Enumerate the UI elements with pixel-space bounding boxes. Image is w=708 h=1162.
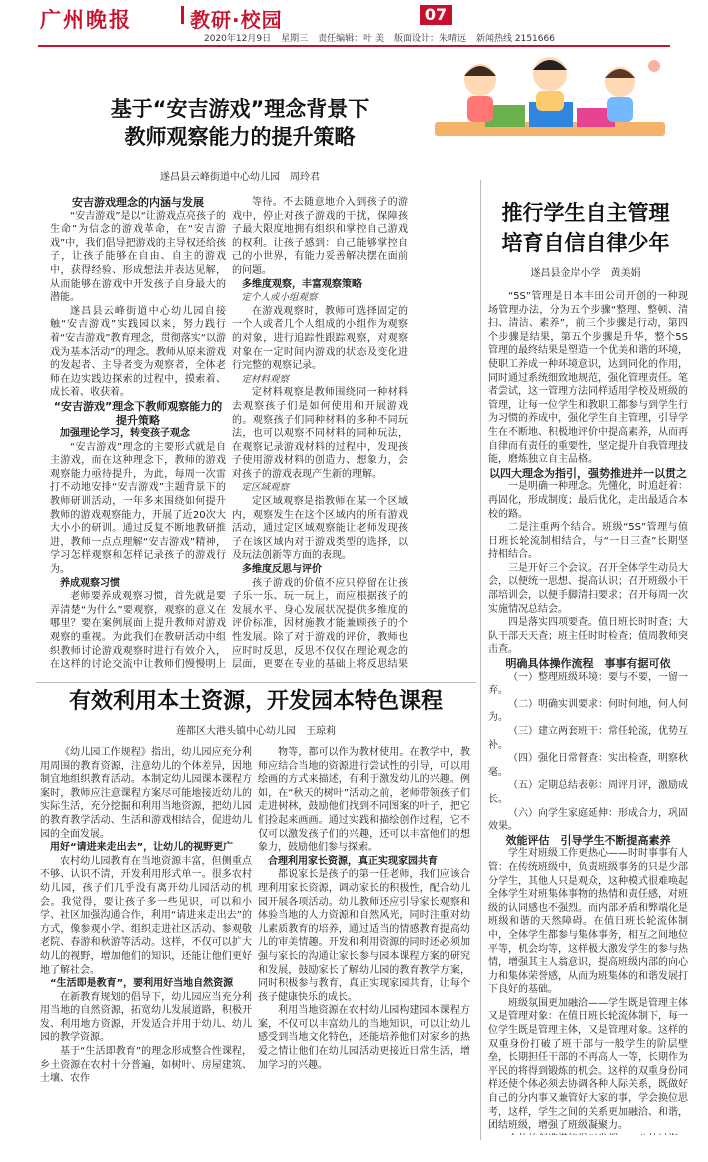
article3-column1 <box>40 746 252 1146</box>
paragraph: （五）定期总结表彰：周评月评，激励成长。 <box>488 780 688 805</box>
paragraph: 孩子游戏的价值不应只停留在让孩子乐一乐、玩一玩上，而应根据孩子的发展水平、身心发展状况提供多维度的评价标准，因材施教才能兼顾孩子的个性发展。除了对于游戏的评价，教师也应时时反思，反思不仅仅在理论观念的层面，更要在专业的基础上将反思结果 <box>232 577 408 671</box>
article-divider <box>36 682 476 683</box>
subheading: 多维度反思与评价 <box>242 564 322 576</box>
paragraph: 等待。不去随意地介入到孩子的游戏中，停止对孩子游戏的干扰，保障孩子最大限度地拥有组织和掌控自己游戏的权利。让孩子感到：自己能够掌控自己的小世界，有能力妥善解决摆在面前的问题。 <box>232 197 408 276</box>
article3-headline: 有效利用本土资源，开发园本特色课程 <box>68 689 443 714</box>
article1-headline-line2: 教师观察能力的提升策略 <box>124 125 356 149</box>
subheading: 合理利用家长资源，真正实现家园共育 <box>268 855 438 867</box>
subheading: 定个人或小组观察 <box>241 292 318 304</box>
paragraph: 基于“生活即教育”的理念形成整合性课程，乡土资源在农村十分普遍，如树叶、房屋建筑、土壤、农作 <box>40 1046 252 1085</box>
issue-weekday: 星期三 <box>281 34 309 44</box>
paragraph: 定材料观察是教师围绕同一种材料去观察孩子们是如何使用和开展游戏的。观察孩子们同种材料的多种不同玩法，也可以观察不同材料的同种玩法，在观察记录游戏材料的过程中，发现孩子使用游戏材料的创造力、想象力，会对孩子的游戏表现产生新的理解。 <box>232 387 408 480</box>
paragraph: 农村幼儿园教育在当地资源丰富，但侧重点不够、认识不清，开发利用形式单一。很多农村幼儿园，孩子们几乎没有离开幼儿园活动的机会。我觉得，要让孩子多一些见识，可以和小学、社区加强沟通合作，利用“请进来走出去”的方式，像参观小学、组织走进社区活动、参观敬老院、春游和秋游等活动。这样，不仅可以扩大幼儿的视野，增加他们的知识，还能让他们更好地了解社会。 <box>40 855 252 976</box>
issue-date: 2020年12月9日 <box>204 34 272 44</box>
article3-column2 <box>258 746 470 1146</box>
paragraph: “安吉游戏”是以“让游戏点亮孩子的生命”为信念的游戏革命，在“安吉游戏”中，我们倡导把游戏的主导权还给孩子，让孩子能够在自由、自主的游戏中，获得经验、形成想法并表达见解，从而能够在游戏中开发孩子自身最大的潜能。 <box>50 210 226 304</box>
article2-headline-line1: 推行学生自主管理 <box>501 201 670 225</box>
subheading: 定区域观察 <box>241 482 290 494</box>
paragraph: 四是落实四项要查。值日班长时时查；大队干部天天查；班主任时时检查；值周教师突击查。 <box>488 617 688 656</box>
subheading: 安吉游戏理念的内涵与发展 <box>72 196 204 209</box>
news-hotline: 新闻热线 2151666 <box>476 34 555 44</box>
masthead-rule <box>38 45 670 47</box>
subheading: 明确具体操作流程 事事有据可依 <box>505 657 671 671</box>
newspaper-name: 广州晚报 <box>40 7 132 32</box>
paragraph: 三是开好三个会议。召开全体学生动员大会，以便统一思想、提高认识；召开班级小干部培训会，以便手脚清扫要求；召开每周一次实施情况总结会。 <box>488 562 688 615</box>
paragraph: （二）明确实训要求：何时何地，何人何为。 <box>488 698 688 724</box>
subheading: 以四大理念为指引，强势推进并一以贯之 <box>489 466 687 480</box>
designer-credit: 版面设计：朱晴远 <box>393 34 466 44</box>
children-reading-illustration <box>425 50 670 145</box>
paragraph: 班级氛围更加融洽——学生既是管理主体又是管理对象：在值日班长轮流体制下，每一位学生既是管理主体，又是管理对象。这样的双重身份打破了班干部与一般学生的阶层壁垒，长期担任干部的不再高人一等，长期作为平民的将得到锻炼的机会。这样的双重身份同样还使个体必须去协调各种人际关系，既做好自己的分内事又兼管好大家的事，学会换位思考，这样，学生之间的关系更加融洽、和谐，团结班级，增强了班级凝聚力。 <box>488 997 688 1132</box>
paragraph: 都说家长是孩子的第一任老师，我们应该合理利用家长资源，调动家长的积极性，配合幼儿园开展各项活动。幼儿教师还应引导家长观察和体验当地的人力资源和自然风光，同时注重对幼儿素质教育的培养，通过适当的情感教育提高幼儿的审美情趣。开发和利用资源的同时还必须加强与家长的沟通让家长参与园本课程方案的研究和发展，鼓励家长了解幼儿园的教育教学方案，同时积极参与教育，真正实现家园共育，让每个孩子健康快乐的成长。 <box>258 869 470 1003</box>
paragraph: （六）向学生家庭延伸：形成合力，巩固效果。 <box>488 807 688 833</box>
paragraph: 《幼儿园工作规程》指出，幼儿园应充分利用周围的教育资源，注意幼儿的个体差异，因地制宜地组织教育活动。本制定幼儿园课本课程方案时，教师应注意课程方案尽可能地接近幼儿的实际生活，充分挖掘和利用当地资源，把幼儿园的教育教学活动、生活和游戏相结合，促进幼儿园的全面发展。 <box>40 747 252 840</box>
subheading: 养成观察习惯 <box>60 577 120 589</box>
subheading: “安吉游戏”理念下教师观察能力的提升策略 <box>53 399 223 427</box>
paragraph: 老师要养成观察习惯，首先就是要弄清楚“为什么”要观察，观察的意义在哪里？要在案例展面上提升教师对游戏观察的重视。为此我们在教研活动中组织教师讨论游戏观察时进行有效介入，在这样的讨论交流中让教师们慢慢明上 <box>50 591 226 671</box>
article1-byline: 遂昌县云峰街道中心幼儿园 周玲君 <box>160 172 320 183</box>
paragraph: （四）强化日常督查：实出检查，明察秋毫。 <box>488 753 688 778</box>
section-name: 教研·校园 <box>190 8 283 32</box>
paragraph: （一）整理班级环境：要与不要，一留一弃。 <box>488 671 688 697</box>
article2-byline: 遂昌县金岸小学 黄美娟 <box>530 268 641 279</box>
masthead-divider <box>181 6 184 24</box>
paragraph: 二是注重两个结合。班级“5S”管理与值日班长轮流制相结合，与“一日三查”长期坚持相结合。 <box>488 522 688 561</box>
paragraph <box>488 1133 688 1135</box>
dateline <box>204 31 565 44</box>
article1-column1 <box>50 196 226 672</box>
subheading: “生活即是教育”，要利用好当地自然资源 <box>50 978 234 990</box>
article1-column2 <box>232 196 408 672</box>
paragraph: 在游戏观察时，教师可选择固定的一个人或者几个人组成的小组作为观察的对象，进行追踪性跟踪观察，对观察对象在一定时间内游戏的状态及变化进行完整的观察记录。 <box>232 305 408 372</box>
subheading: 加强理论学习，转变孩子观念 <box>60 428 190 440</box>
paragraph: 学生对班级工作更热心——时时事事有人管：在传统班级中，负责班级事务的只是少部分学生，其他人只是观众，这种模式很难唤起全体学生对班集体事物的热情和责任感，对班级的认同感也不强烈。而内部矛盾和弊端化是班级和谐的天然障碍。在值日班长轮流体制中，全体学生都参与集体事务，相互之间地位平等，机会均等，这样极大激发学生的参与热情，增强其主人翁意识，提高班级内部的向心力和集体荣誉感，从而为班集体的和谐发展打下良好的基础。 <box>488 848 688 996</box>
article2-body <box>488 290 688 1135</box>
paragraph: 定区域观察是指教师在某一个区域内，观察发生在这个区域内的所有游戏活动，通过定区域观察能让老师发现孩子在该区域内对于游戏类型的选择，以及玩法创新等方面的表现。 <box>232 496 408 562</box>
paragraph: “5S”管理是日本丰田公司开创的一种现场管理办法，分为五个步骤“整理、整顿、清扫、清洁、素养”，前三个步骤是行动，第四个步骤是结果，第五个步骤是升华，整个5S管理的最终结果是塑造一个优美和谐的环境，使职工养成一种环境意识，达到同化的作用，同时通过系统细致地规范，强化管理责任。笔者尝试，这一管理方法同样适用学校及班级的管理，让每一位学生和教职工都参与到学生行为习惯的养成中，强化学生自主管理，引导学生在不断地、积极地评价中提高素养，从而再自律而有责任的重要性，坚定提升自我管理技能，磨炼独立自主品格。 <box>488 291 688 466</box>
subheading: 用好“请进来走出去”，让幼儿的视野更广 <box>50 842 234 854</box>
paragraph: 利用当地资源在农村幼儿园构建园本课程方案，不仅可以丰富幼儿的当地知识，可以让幼儿感受到当地文化特色，还能培养他们对家乡的热爱之情让他们在幼儿园活动更接近日常生活，增加学习的兴趣。 <box>258 1005 470 1071</box>
paragraph: 物等，都可以作为教材使用。在教学中，教师应结合当地的资源进行尝试性的引导，可以用绘画的方式来描述，有利于激发幼儿的兴趣。例如，在“秋天的树叶”活动之前，老师带领孩子们走进树林，鼓励他们找到不同图案的叶子，把它们捡起来画画。通过实践和描绘创作过程，它不仅可以激发孩子们的兴趣，还可以丰富他们的想象力，鼓励他们参与探索。 <box>258 747 470 854</box>
subheading: 定材料观察 <box>241 373 290 385</box>
paragraph: （三）建立两套班干：常任轮流，优势互补。 <box>488 726 688 751</box>
paragraph: 遂昌县云峰街道中心幼儿园自接触“安吉游戏”实践园以来，努力践行着“安吉游戏”教育理念，贯彻落实“以游戏为基本活动”的理念。教师从原来游戏的发起者、主导者变为观察者，全体老师在边实践边探索的过程中，摸索着、成长着、收获着。 <box>50 305 226 399</box>
column-divider <box>480 180 481 1140</box>
subheading: 多维度观察，丰富观察策略 <box>242 278 362 290</box>
paragraph: 一是明确一种理念。先懂化，时追赶着：再固化，形成制度；最后优化，走出最适合本校的路。 <box>488 481 688 520</box>
article2-headline-line2: 培育自信自律少年 <box>501 231 670 255</box>
subheading: 效能评估 引导学生不断提高素养 <box>505 833 671 847</box>
paragraph: “安吉游戏”理念的主要形式就是自主游戏，而在这种理念下，教师的游戏观察能力亟待提升，为此，每周一次雷打不动地安排“安吉游戏”主题背景下的教师研训活动，一年多来围绕如何提升教师的游戏观察能力，开展了近20次大大小小的研训。通过反复不断地教研推进，教师一点点理解“安吉游戏”精神，学习怎样观察和怎样记录孩子的游戏行为。 <box>50 441 226 576</box>
editor-credit: 责任编辑：叶 美 <box>318 34 384 44</box>
article3-byline: 莲都区大港头镇中心幼儿园 王琼莉 <box>176 726 336 737</box>
page-number-badge: 07 <box>420 5 452 25</box>
article1-headline-line1: 基于“安吉游戏”理念背景下 <box>110 97 370 121</box>
paragraph: 在新教育规划的倡导下，幼儿园应当充分利用当地的自然资源，拓宽幼儿发展道路，积极开发、利用地方资源，开发适合并用于幼儿、幼儿园的教学资源。 <box>40 991 252 1044</box>
